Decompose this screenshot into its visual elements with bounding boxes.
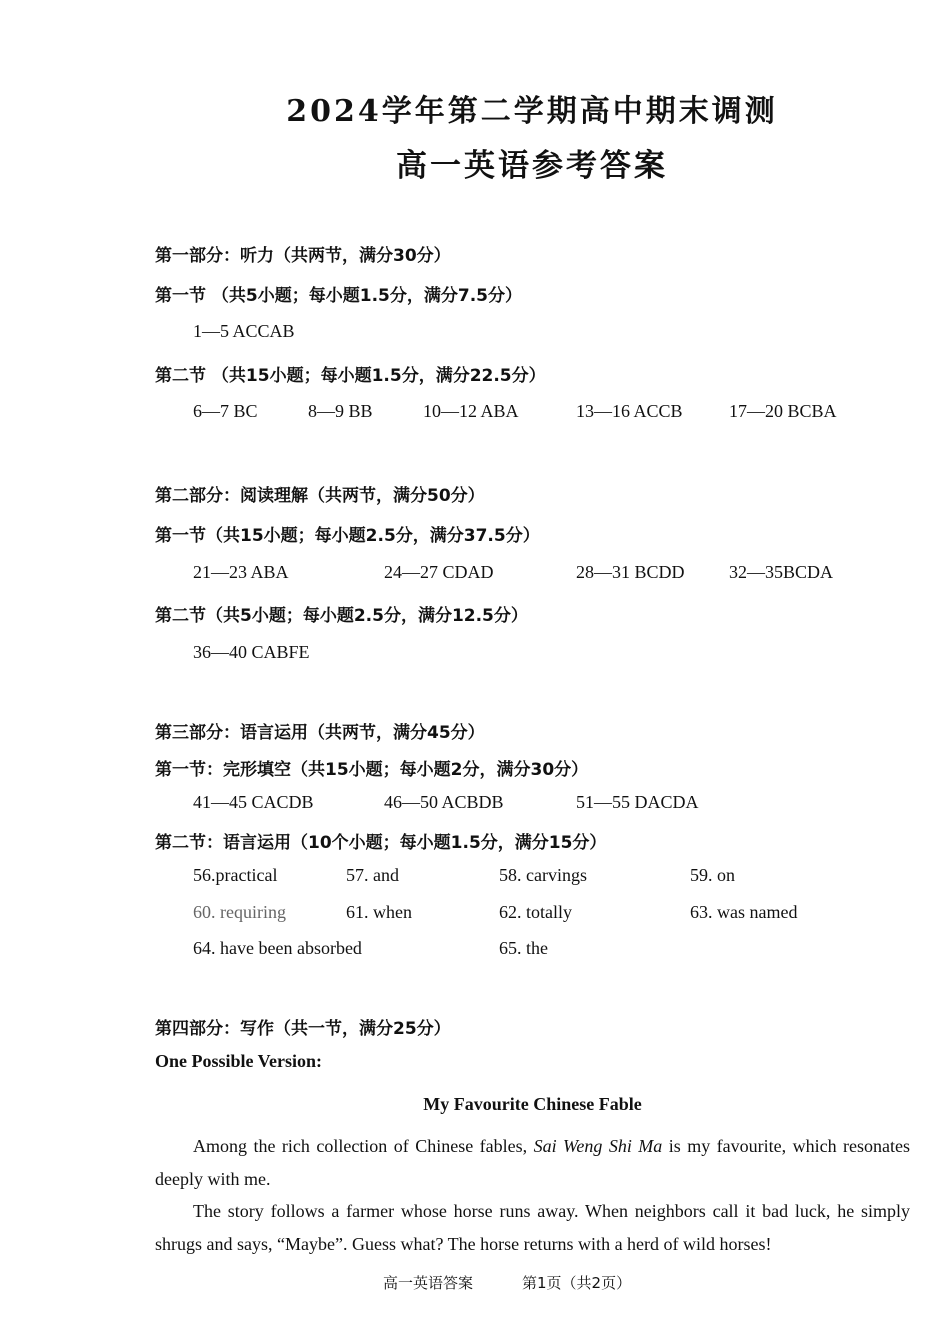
answer-item: 1—5 ACCAB	[193, 321, 295, 341]
footer-page-number: 第1页（共2页）	[522, 1274, 632, 1292]
part3-section2-heading: 第二节：语言运用（10个小题；每小题1.5分，满分15分）	[155, 833, 607, 853]
part3-section1-heading: 第一节：完形填空（共15小题；每小题2分，满分30分）	[155, 760, 589, 780]
answer-item: 8—9 BB	[308, 401, 373, 421]
part1-section1-heading: 第一节 （共5小题；每小题1.5分，满分7.5分）	[155, 286, 522, 306]
answer-item: 32—35BCDA	[729, 562, 834, 582]
answer-item: 60. requiring	[193, 902, 286, 922]
answer-item: 58. carvings	[499, 865, 587, 885]
answer-item: 61. when	[346, 902, 412, 922]
part2-heading: 第二部分：阅读理解（共两节，满分50分）	[155, 486, 485, 506]
part2-section2-heading: 第二节（共5小题；每小题2.5分，满分12.5分）	[155, 606, 528, 626]
answer-item: 13—16 ACCB	[576, 401, 683, 421]
essay-paragraph-2	[155, 1195, 910, 1261]
answer-item: 59. on	[690, 865, 735, 885]
answer-item: 51—55 DACDA	[576, 792, 699, 812]
version-label: One Possible Version:	[155, 1051, 323, 1071]
essay-paragraph-1	[155, 1130, 910, 1196]
essay-title: My Favourite Chinese Fable	[423, 1094, 642, 1114]
answer-item: 6—7 BC	[193, 401, 258, 421]
part1-section2-heading: 第二节 （共15小题；每小题1.5分，满分22.5分）	[155, 366, 546, 386]
answer-item: 62. totally	[499, 902, 572, 922]
answer-item: 56.practical	[193, 865, 278, 885]
part3-heading: 第三部分：语言运用（共两节，满分45分）	[155, 723, 485, 743]
answer-item: 24—27 CDAD	[384, 562, 494, 582]
answer-item: 10—12 ABA	[423, 401, 519, 421]
answer-item: 21—23 ABA	[193, 562, 289, 582]
part4-heading: 第四部分：写作（共一节，满分25分）	[155, 1019, 451, 1039]
page-title: 2024学年第二学期高中期末调测	[286, 94, 778, 129]
part2-section1-heading: 第一节（共15小题；每小题2.5分，满分37.5分）	[155, 526, 540, 546]
part1-heading: 第一部分：听力（共两节，满分30分）	[155, 246, 451, 266]
answer-item: 41—45 CACDB	[193, 792, 314, 812]
answer-item: 17—20 BCBA	[729, 401, 837, 421]
essay-para2-text: The story follows a farmer whose horse runs away. When neighbors call it bad luck, he simply shrugs and says, “Maybe”. Guess what? The horse returns with a herd of wild horses!	[155, 1201, 910, 1254]
answer-item: 28—31 BCDD	[576, 562, 685, 582]
answer-item: 63. was named	[690, 902, 798, 922]
answer-item: 46—50 ACBDB	[384, 792, 504, 812]
answer-item: 65. the	[499, 938, 548, 958]
answer-item: 64. have been absorbed	[193, 938, 362, 958]
footer-doc-name: 高一英语答案	[383, 1274, 474, 1292]
answer-item: 57. and	[346, 865, 399, 885]
essay-para1-after: is my favourite, which resonates deeply with me.	[155, 1136, 911, 1189]
essay-para1-before: Among the rich collection of Chinese fables,	[193, 1136, 534, 1156]
page-subtitle: 高一英语参考答案	[396, 148, 668, 184]
answer-item: 36—40 CABFE	[193, 642, 310, 662]
essay-para1-fable-name: Sai Weng Shi Ma	[533, 1136, 663, 1156]
